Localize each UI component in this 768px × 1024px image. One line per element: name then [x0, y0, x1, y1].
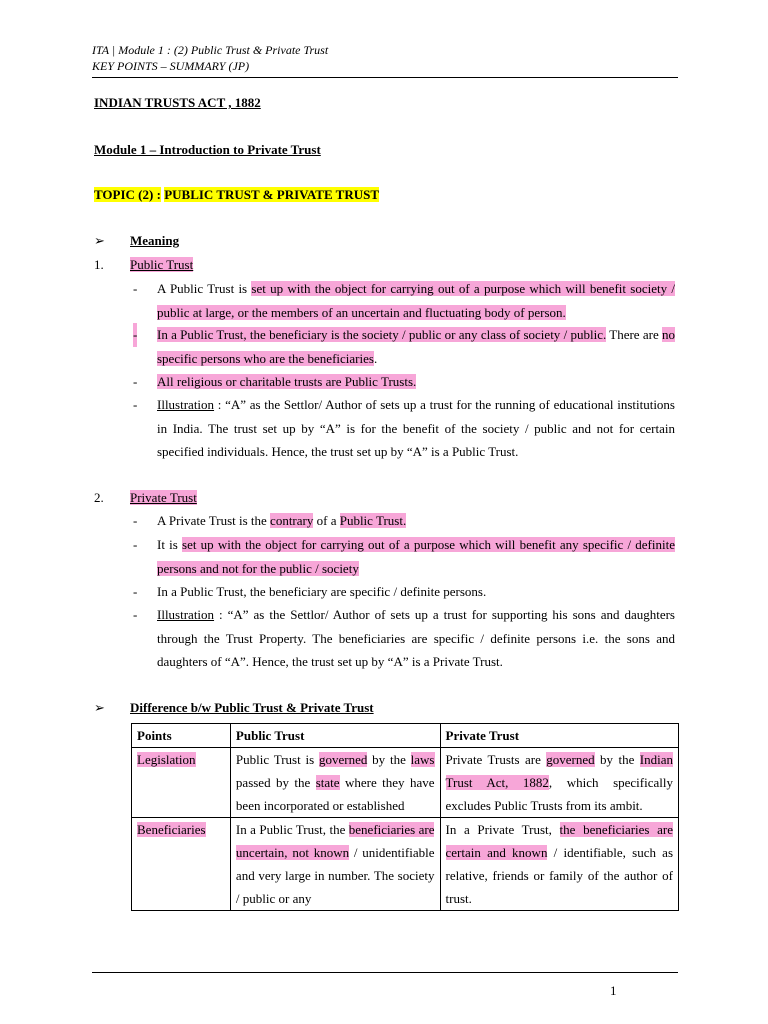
column-header-public: Public Trust [230, 724, 440, 748]
table-row [132, 818, 679, 911]
dash-bullet-icon: - [133, 607, 138, 622]
public-point-1: A Public Trust is set up with the object for carrying out of a purpose which will benefit society / public at large, or the members of an uncertain and fluctuating body of person. [157, 281, 675, 320]
running-header [92, 42, 328, 74]
difference-heading: Difference b/w Public Trust & Private Trust [130, 700, 374, 715]
table-row [132, 748, 679, 818]
public-trust-title: Public Trust [130, 257, 194, 272]
table-header-row [132, 724, 679, 748]
private-point-3: In a Public Trust, the beneficiary are specific / definite persons. [157, 584, 487, 599]
public-illustration: Illustration : “A” as the Settlor/ Author of sets up a trust for the running of educational institutions in India. The trust set up by “A” is for the benefit of the society / public and not for certain specified individuals. Hence, the trust set up by “A” is a Public Trust. [157, 397, 675, 459]
row-public-beneficiaries: In a Public Trust, the beneficiaries are uncertain, not known / unidentifiable and very large in number. The society / public or any [230, 818, 440, 911]
header-divider [92, 77, 678, 78]
topic-label: TOPIC (2) : [94, 187, 161, 202]
header-line-2: KEY POINTS – SUMMARY (JP) [92, 59, 250, 73]
row-private-legislation: Private Trusts are governed by the Indian Trust Act, 1882, which specifically excludes Public Trusts from its ambit. [440, 748, 679, 818]
dash-bullet-icon: - [133, 323, 137, 347]
private-point-2: It is set up with the object for carrying out of a purpose which will benefit any specific / definite persons and not for the public / society [157, 537, 675, 576]
public-trust-number: 1. [94, 257, 104, 272]
row-private-beneficiaries: In a Private Trust, the beneficiaries are certain and known / identifiable, such as relative, friends or family of the author of trust. [440, 818, 679, 911]
page-number: 1 [610, 983, 617, 998]
dash-bullet-icon: - [133, 374, 138, 389]
dash-bullet-icon: - [133, 397, 138, 412]
row-public-legislation: Public Trust is governed by the laws passed by the state where they have been incorporated or established [230, 748, 440, 818]
row-point-legislation: Legislation [132, 748, 231, 818]
dash-bullet-icon: - [133, 584, 138, 599]
private-illustration: Illustration : “A” as the Settlor/ Author of sets up a trust for supporting his sons and daughters through the Trust Property. The beneficiaries are specific / definite persons i.e. the sons and daughters of “A”. Hence, the trust set up by “A” is a Private Trust. [157, 607, 675, 669]
public-point-3: All religious or charitable trusts are Public Trusts. [157, 374, 417, 389]
arrow-bullet-icon: ➢ [94, 233, 105, 248]
column-header-points: Points [132, 724, 231, 748]
column-header-private: Private Trust [440, 724, 679, 748]
meaning-heading: Meaning [130, 233, 180, 248]
difference-table [131, 723, 679, 911]
topic-heading [94, 187, 379, 203]
header-line-1: ITA | Module 1 : (2) Public Trust & Private Trust [92, 43, 329, 57]
footer-divider [92, 972, 678, 973]
topic-title: PUBLIC TRUST & PRIVATE TRUST [164, 187, 379, 202]
dash-bullet-icon: - [133, 537, 138, 552]
module-title: Module 1 – Introduction to Private Trust [94, 142, 321, 157]
dash-bullet-icon: - [133, 281, 138, 296]
row-point-beneficiaries: Beneficiaries [132, 818, 231, 911]
arrow-bullet-icon: ➢ [94, 700, 105, 715]
dash-bullet-icon: - [133, 513, 138, 528]
private-trust-title: Private Trust [130, 490, 197, 505]
public-point-2: In a Public Trust, the beneficiary is the society / public or any class of society / public. There are no specific persons who are the beneficiaries. [157, 327, 675, 366]
act-title: INDIAN TRUSTS ACT , 1882 [94, 95, 261, 110]
private-trust-number: 2. [94, 490, 104, 505]
private-point-1: A Private Trust is the contrary of a Public Trust. [157, 513, 407, 528]
